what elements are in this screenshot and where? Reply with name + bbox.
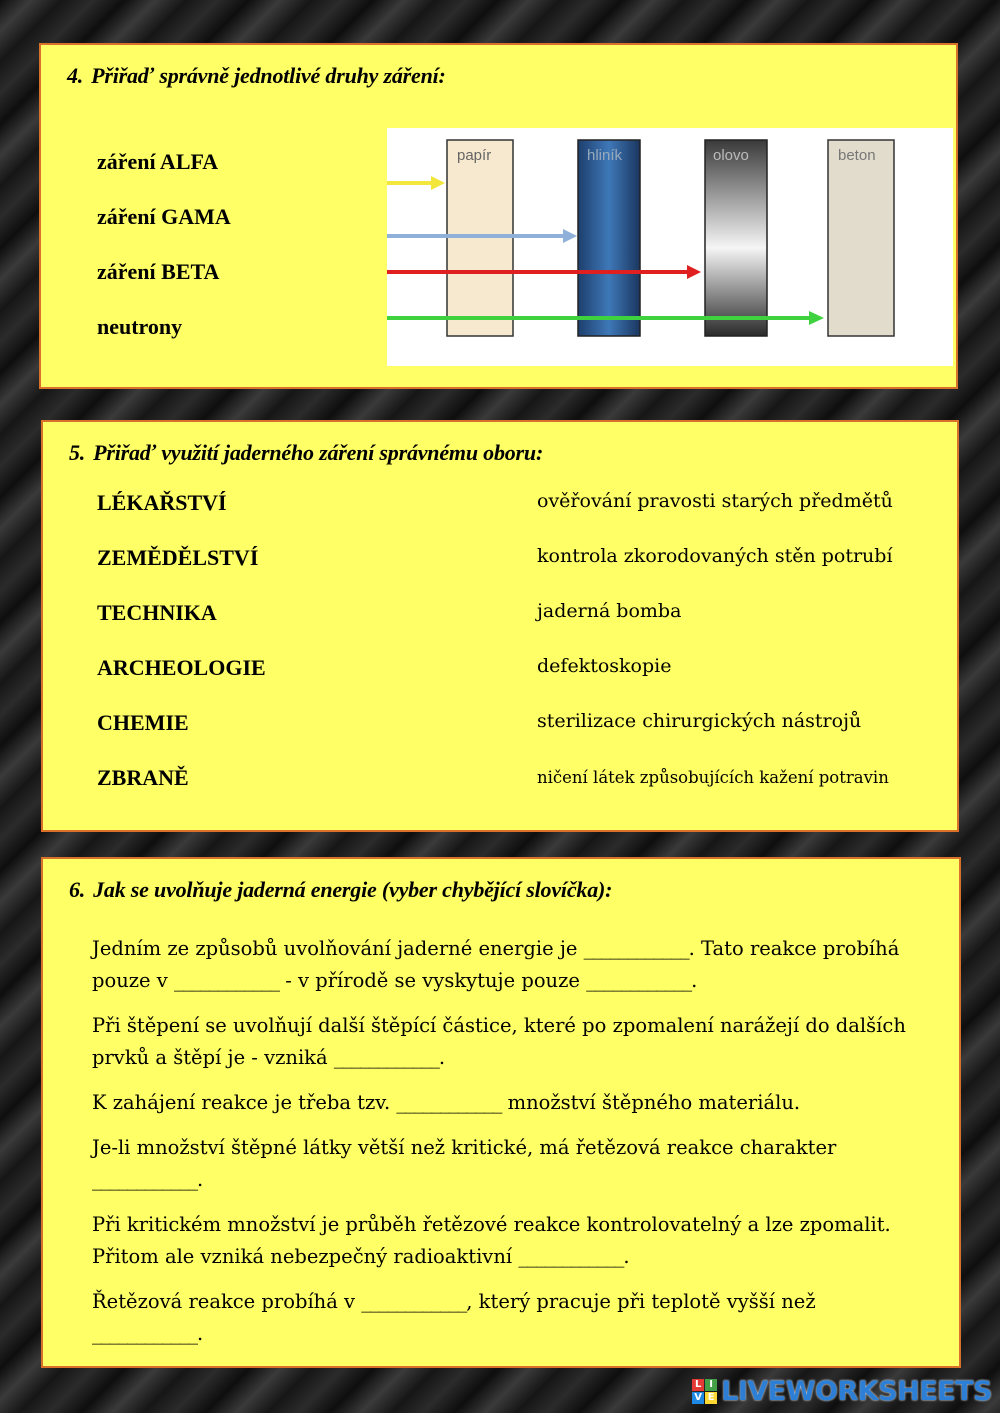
- arrow-yellow: [387, 176, 445, 190]
- question-4-panel: [39, 43, 958, 389]
- logo-letter: V: [692, 1392, 704, 1404]
- text: .: [623, 1245, 630, 1268]
- barrier-lead: [705, 140, 767, 336]
- liveworksheets-logo-icon: [692, 1379, 717, 1404]
- match-row: [97, 600, 937, 630]
- barrier-concrete: [828, 140, 894, 336]
- blank-field[interactable]: ____________: [518, 1245, 624, 1268]
- barrier-aluminium-label: hliník: [587, 147, 623, 164]
- match-row: [97, 545, 937, 575]
- use-item[interactable]: defektoskopie: [537, 655, 672, 677]
- barrier-lead-label: olovo: [713, 147, 749, 164]
- barrier-paper-label: papír: [457, 147, 492, 164]
- text: množství štěpného materiálu.: [501, 1091, 801, 1114]
- text: Je-li množství štěpné látky větší než kritické, má řetězová reakce charakter: [92, 1136, 837, 1159]
- blank-field[interactable]: ____________: [333, 1046, 439, 1069]
- question-5-panel: [41, 420, 959, 832]
- text: . Tato reakce probíhá pouze v: [92, 937, 900, 992]
- question-text: Jak se uvolňuje jaderná energie (vyber chybějící slovíčka):: [93, 877, 613, 902]
- field-lekarstvi[interactable]: LÉKAŘSTVÍ: [97, 490, 227, 515]
- paragraph-5: [92, 1209, 932, 1273]
- use-item[interactable]: ničení látek způsobujících kažení potravin: [537, 768, 889, 787]
- radiation-item-neutrony[interactable]: neutrony: [97, 314, 183, 339]
- text: .: [197, 1168, 204, 1191]
- text: Řetězová reakce probíhá v: [92, 1290, 362, 1313]
- text: - v přírodě se vyskytuje pouze: [279, 969, 587, 992]
- question-4-title: [67, 63, 446, 89]
- text: .: [438, 1046, 446, 1069]
- field-archeologie[interactable]: ARCHEOLOGIE: [97, 655, 266, 680]
- use-item[interactable]: jaderná bomba: [537, 600, 682, 622]
- paragraph-1: [92, 933, 932, 997]
- blank-field[interactable]: ____________: [92, 1322, 197, 1345]
- blank-field[interactable]: ____________: [361, 1290, 467, 1313]
- field-zbrane[interactable]: ZBRANĚ: [97, 765, 189, 790]
- blank-field[interactable]: ____________: [583, 937, 689, 960]
- match-row: [97, 655, 937, 685]
- radiation-list: [97, 149, 231, 369]
- paragraph-4: [92, 1132, 932, 1196]
- paragraph-2: [92, 1010, 932, 1074]
- question-text: Přiřaď správně jednotlivé druhy záření:: [91, 63, 446, 88]
- text: Jedním ze způsobů uvolňování jaderné energie je: [92, 937, 584, 960]
- text: K zahájení reakce je třeba tzv.: [92, 1091, 397, 1114]
- radiation-item-gama[interactable]: záření GAMA: [97, 204, 231, 229]
- question-number: 5.: [69, 440, 86, 465]
- watermark-text: LIVEWORKSHEETS: [721, 1376, 992, 1407]
- text: Při kritickém množství je průběh řetězové reakce kontrolovatelný a lze zpomalit. Přitom ale vzniká nebezpečný radioaktivní: [92, 1213, 891, 1268]
- field-chemie[interactable]: CHEMIE: [97, 710, 189, 735]
- radiation-item-alfa[interactable]: záření ALFA: [97, 149, 219, 174]
- question-6-panel: [41, 857, 961, 1368]
- text: Při štěpení se uvolňují další štěpící částice, které po zpomalení narážejí do dalších prvků a štěpí je - vzniká: [92, 1014, 906, 1069]
- logo-letter: L: [692, 1379, 704, 1391]
- use-item[interactable]: ověřování pravosti starých předmětů: [537, 490, 893, 512]
- text: .: [197, 1322, 204, 1345]
- blank-field[interactable]: ____________: [174, 969, 280, 992]
- question-6-title: [69, 877, 612, 903]
- paragraph-6: [92, 1286, 932, 1350]
- question-number: 6.: [69, 877, 86, 902]
- blank-field[interactable]: ____________: [92, 1168, 197, 1191]
- text: .: [691, 969, 698, 992]
- barrier-concrete-label: beton: [838, 147, 876, 164]
- blank-field[interactable]: ____________: [396, 1091, 502, 1114]
- question-number: 4.: [67, 63, 84, 88]
- arrow-red: [387, 265, 701, 279]
- radiation-item-beta[interactable]: záření BETA: [97, 259, 220, 284]
- use-item[interactable]: sterilizace chirurgických nástrojů: [537, 710, 862, 732]
- text: , který pracuje při teplotě vyšší než: [466, 1290, 816, 1313]
- field-zemedelstvi[interactable]: ZEMĚDĚLSTVÍ: [97, 545, 259, 570]
- question-5-title: [69, 440, 543, 466]
- match-row: [97, 765, 937, 795]
- logo-letter: I: [705, 1379, 717, 1391]
- use-item[interactable]: kontrola zkorodovaných stěn potrubí: [537, 545, 893, 567]
- blank-field[interactable]: ____________: [586, 969, 692, 992]
- match-row: [97, 490, 937, 520]
- liveworksheets-watermark[interactable]: [692, 1376, 992, 1407]
- penetration-diagram: [387, 128, 953, 366]
- barrier-aluminium: [578, 140, 640, 336]
- logo-letter: E: [705, 1392, 717, 1404]
- match-row: [97, 710, 937, 740]
- paragraph-3: [92, 1087, 932, 1119]
- question-text: Přiřaď využití jaderného záření správnému oboru:: [93, 440, 544, 465]
- field-technika[interactable]: TECHNIKA: [97, 600, 217, 625]
